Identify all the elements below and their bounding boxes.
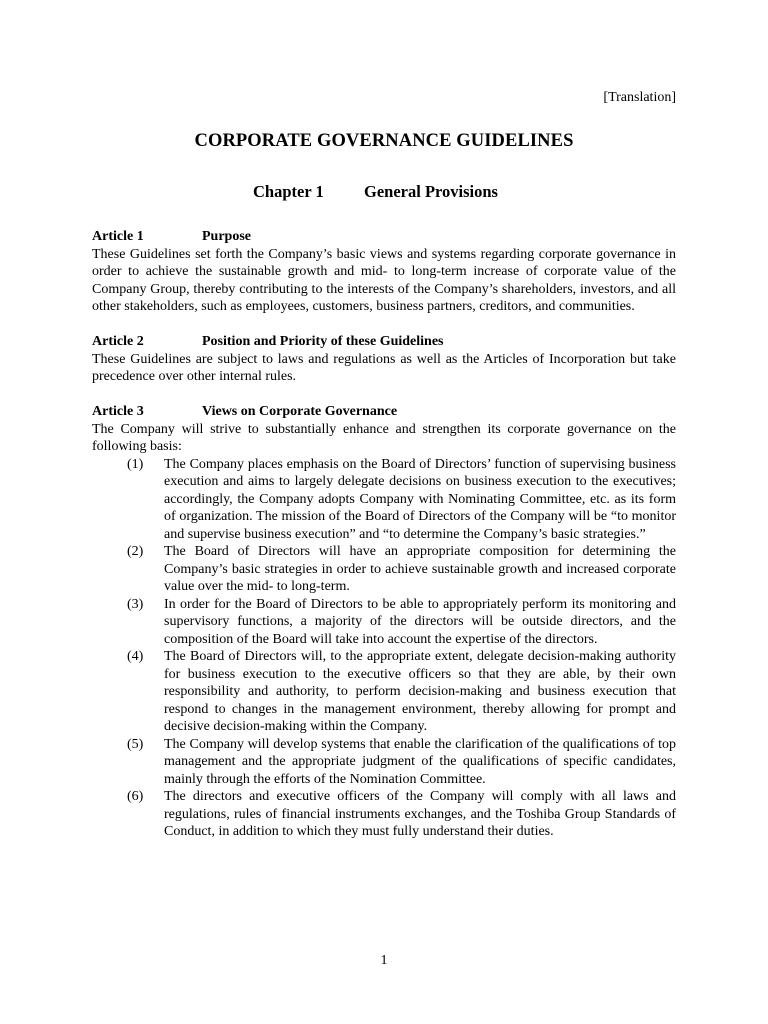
item-text: In order for the Board of Directors to be able to appropriately perform its monitoring and supervisory functions, a majority of the directors will be outside directors, and the composition of the Board will take into account the expertise of the directors. bbox=[164, 596, 676, 647]
article-title: Position and Priority of these Guidelines bbox=[202, 334, 444, 349]
article-title: Views on Corporate Governance bbox=[202, 404, 398, 419]
article-heading bbox=[92, 403, 676, 421]
item-number: (2) bbox=[127, 544, 144, 559]
chapter-title: General Provisions bbox=[364, 182, 498, 201]
document-body bbox=[92, 228, 676, 841]
article-item-list bbox=[92, 456, 676, 841]
chapter-heading bbox=[253, 182, 498, 202]
article-2 bbox=[92, 333, 676, 386]
item-number: (4) bbox=[127, 649, 144, 664]
article-title: Purpose bbox=[202, 229, 251, 244]
list-item bbox=[92, 648, 676, 736]
list-item bbox=[92, 736, 676, 789]
item-number: (3) bbox=[127, 596, 144, 612]
article-number: Article 1 bbox=[92, 229, 144, 244]
item-text: The directors and executive officers of the Company will comply with all laws and regulations, rules of financial instruments exchanges, and the Toshiba Group Standards of Conduct, in addition to which they must fully understand their duties. bbox=[164, 789, 676, 839]
article-1 bbox=[92, 228, 676, 316]
document-title: CORPORATE GOVERNANCE GUIDELINES bbox=[194, 131, 574, 151]
list-item bbox=[92, 788, 676, 841]
chapter-number: Chapter 1 bbox=[253, 182, 324, 201]
list-item bbox=[92, 456, 676, 544]
item-number: (6) bbox=[127, 789, 144, 804]
article-number: Article 3 bbox=[92, 404, 144, 419]
translation-note: [Translation] bbox=[603, 90, 676, 105]
item-text: The Company will develop systems that enable the clarification of the qualifications of top management and the appropriate judgment of the qualifications of specific candidates, mainly through the efforts of the Nomination Committee. bbox=[164, 736, 676, 787]
item-number: (1) bbox=[127, 456, 144, 472]
article-heading bbox=[92, 333, 676, 351]
article-heading bbox=[92, 228, 676, 246]
item-text: The Board of Directors will, to the appropriate extent, delegate decision-making authority for business execution to the executive officers so that they are able, by their own responsibility and authority, to perform decision-making and business execution that respond to changes in the management environment, thereby allowing for prompt and decisive decision-making within the Company. bbox=[164, 649, 676, 734]
item-text: The Company places emphasis on the Board of Directors’ function of supervising business execution and aims to largely delegate decisions on business execution to the executives; accordingly, the Company adopts Company with Nominating Committee, etc. as its form of organization. The mission of the Board of Directors of the Company will be “to monitor and supervise business execution” and “to determine the Company’s basic strategies.” bbox=[164, 456, 676, 542]
article-3 bbox=[92, 403, 676, 841]
page-number: 1 bbox=[380, 953, 388, 968]
item-text: The Board of Directors will have an appropriate composition for determining the Company’s basic strategies in order to achieve sustainable growth and increased corporate value over the mid- to long-term. bbox=[164, 544, 676, 594]
article-body: The Company will strive to substantially enhance and strengthen its corporate governance on the following basis: bbox=[92, 421, 676, 454]
article-body: These Guidelines set forth the Company’s basic views and systems regarding corporate governance in order to achieve the sustainable growth and mid- to long-term increase of corporate value of the Company Group, thereby contributing to the interests of the Company’s shareholders, investors, and all other stakeholders, such as employees, customers, business partners, creditors, and communities. bbox=[92, 246, 676, 314]
item-number: (5) bbox=[127, 736, 144, 752]
article-number: Article 2 bbox=[92, 334, 144, 349]
article-body: These Guidelines are subject to laws and regulations as well as the Articles of Incorporation but take precedence over other internal rules. bbox=[92, 351, 676, 384]
list-item bbox=[92, 543, 676, 596]
list-item bbox=[92, 596, 676, 649]
